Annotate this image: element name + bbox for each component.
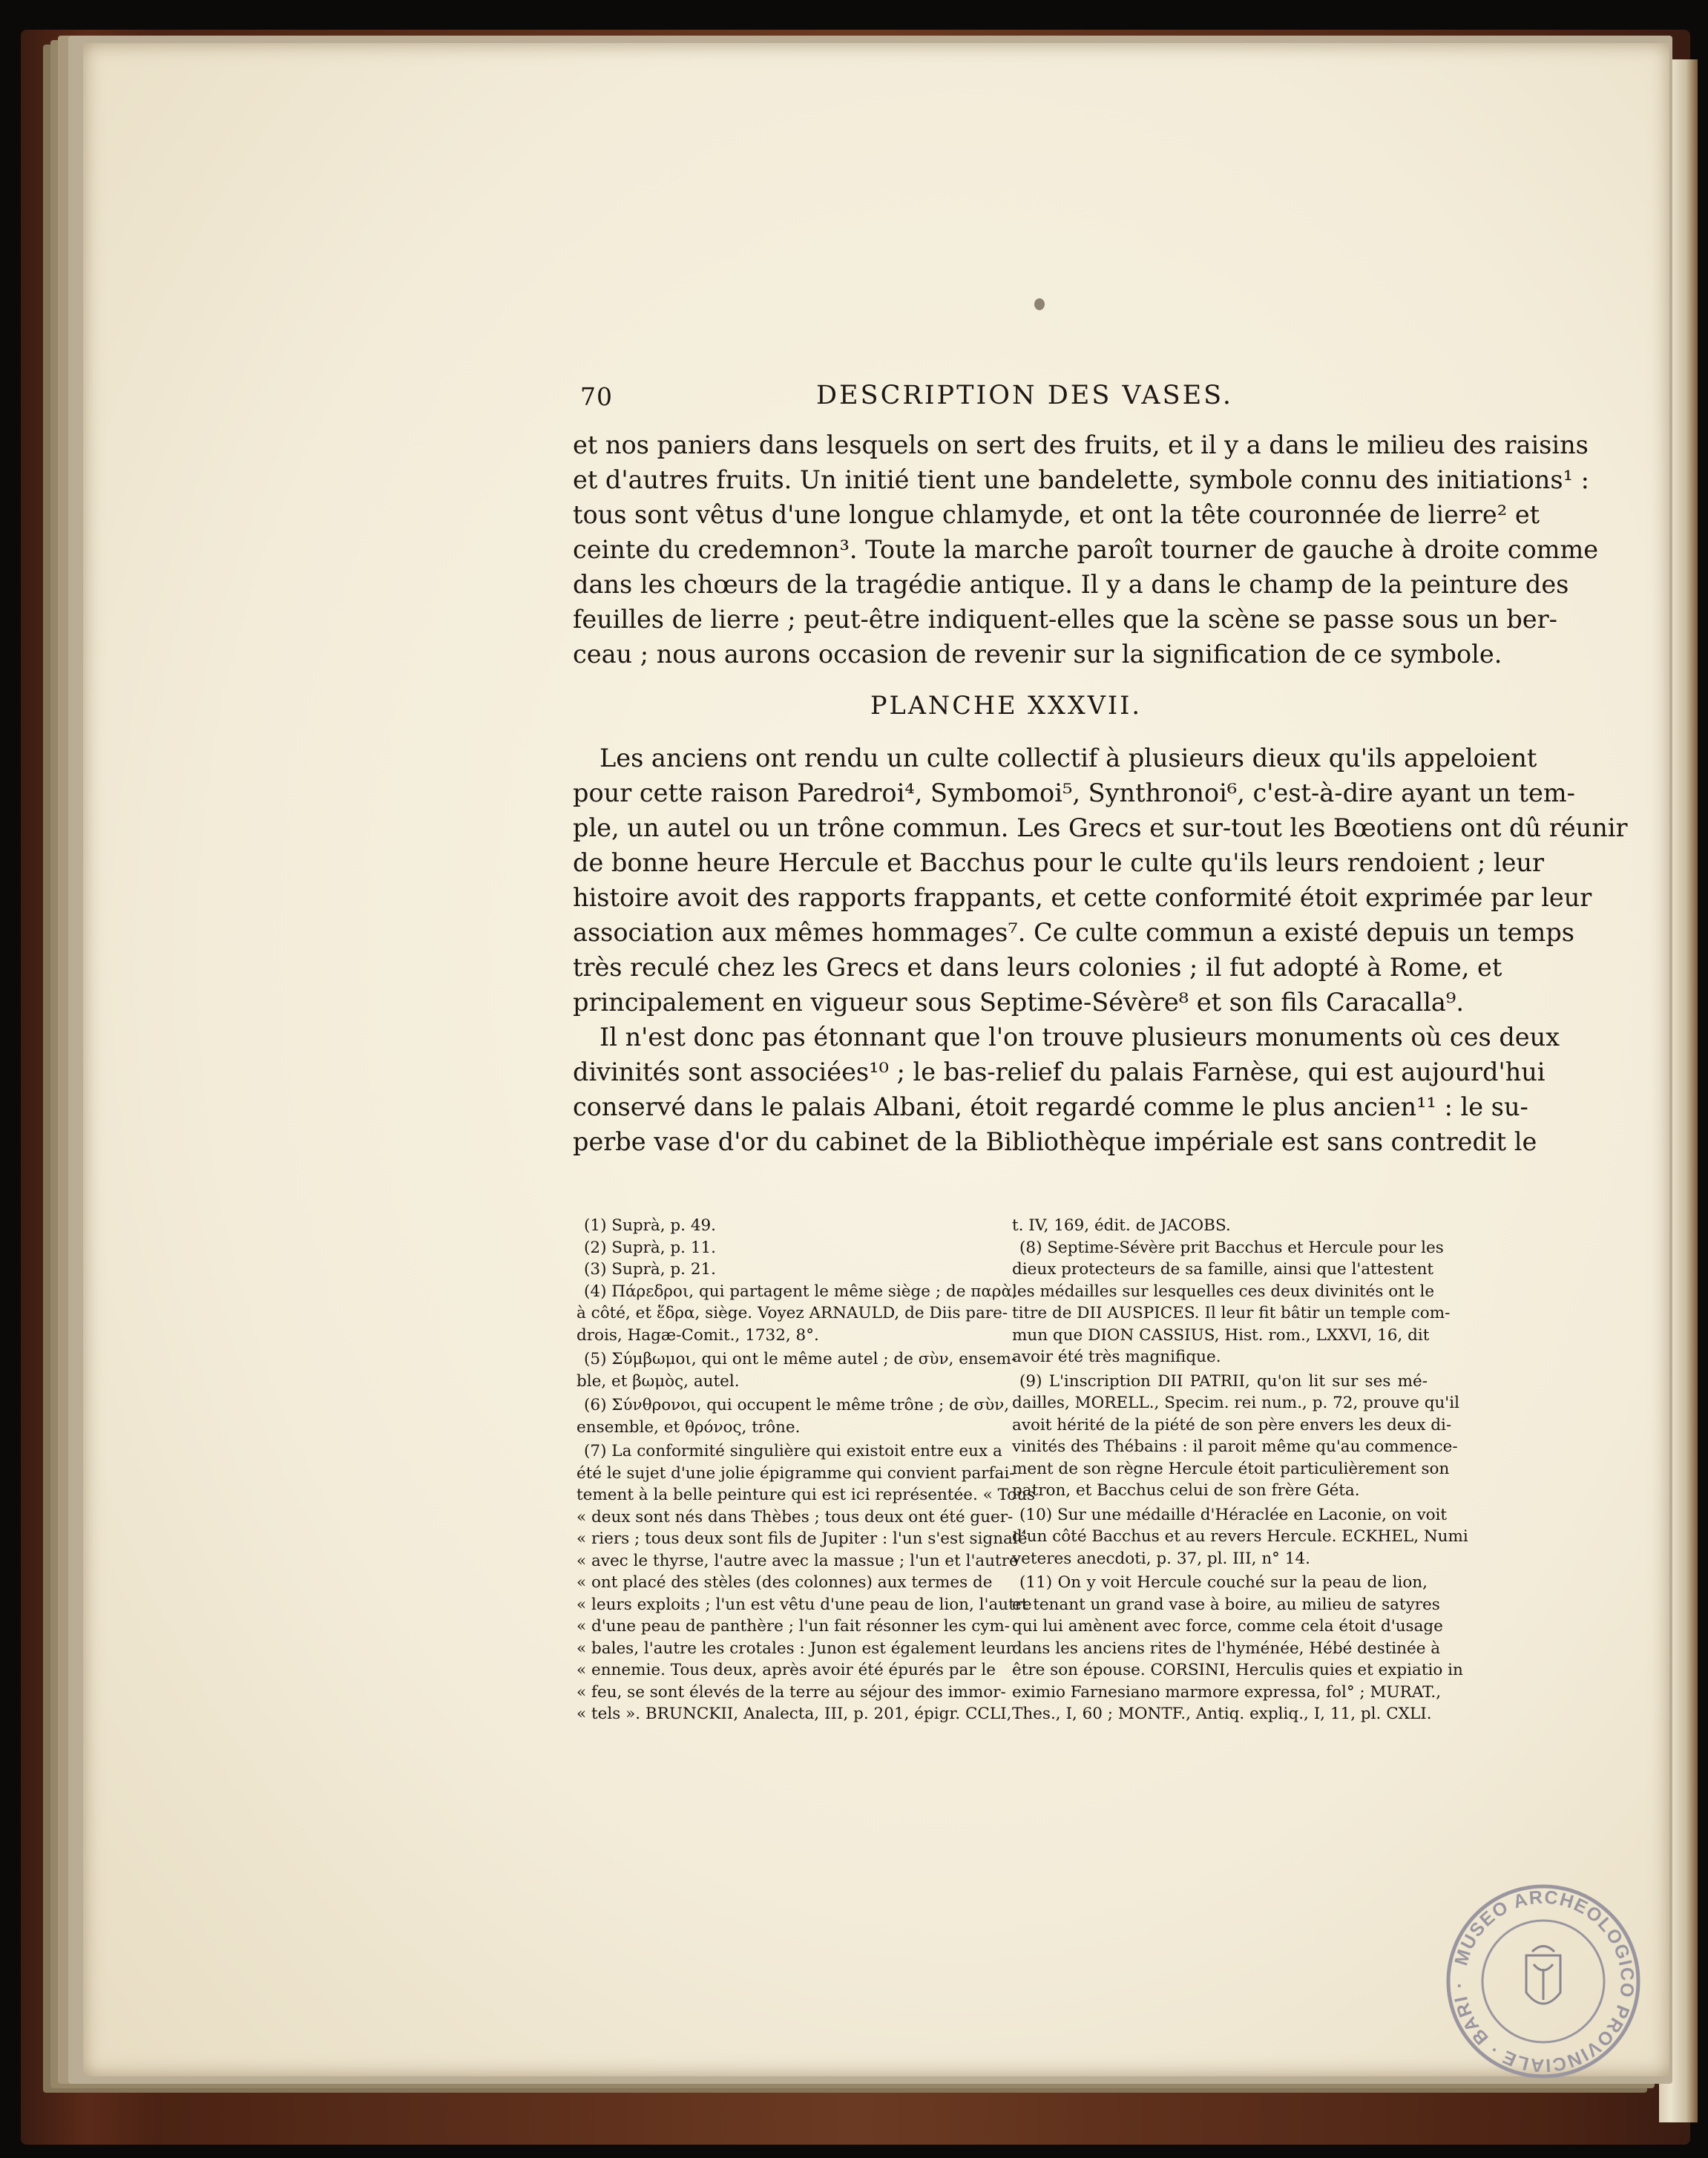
footnote-line: « avec le thyrse, l'autre avec la massue ; l'un et l'autre [577,1551,1019,1570]
footnote-line: avoir été très magnifique. [1012,1348,1221,1366]
text-line: principalement en vigueur sous Septime-Sévère⁸ et son fils Caracalla⁹. [573,988,1464,1017]
text-line: ceinte du credemnon³. Toute la marche paroît tourner de gauche à droite comme [573,535,1599,564]
footnote-line: « tels ». BRUNCKII, Analecta, III, p. 201, épigr. CCLI, [577,1705,1012,1723]
footnote-line: « riers ; tous deux sont fils de Jupiter : l'un s'est signalé [577,1529,1028,1548]
footnote-line: (4) Πάρεδροι, qui partagent le même siège ; de παρὰ, [584,1282,1017,1301]
footnote-line: été le sujet d'une jolie épigramme qui convient parfai- [577,1463,1015,1483]
footnote-line: les médailles sur lesquelles ces deux divinités ont le [1012,1282,1435,1301]
footnote-line: veteres anecdoti, p. 37, pl. III, n° 14. [1012,1549,1310,1568]
text-line: et nos paniers dans lesquels on sert des fruits, et il y a dans le milieu des raisins [573,430,1589,459]
footnotes-left-column [577,1215,1036,1725]
footnote-line: (10) Sur une médaille d'Héraclée en Laconie, on voit [1019,1505,1448,1524]
text-line: Les anciens ont rendu un culte collectif à plusieurs dieux qu'ils appeloient [600,744,1537,773]
footnote-line: dans les anciens rites de l'hyménée, Hébé destinée à [1012,1639,1441,1658]
text-line: conservé dans le palais Albani, étoit regardé comme le plus ancien¹¹ : le su- [573,1092,1528,1121]
footnote-line: patron, et Bacchus celui de son frère Géta. [1012,1481,1360,1500]
footnote-line: qui lui amènent avec force, comme cela étoit d'usage [1012,1617,1443,1636]
page-number: 70 [580,382,613,411]
text-line: histoire avoit des rapports frappants, et cette conformité étoit exprimée par leur [573,883,1592,912]
footnote-line: (11) On y voit Hercule couché sur la peau de lion, [1019,1573,1428,1592]
coat-of-arms-icon [1526,1947,1560,2004]
footnote-line: drois, Hagæ-Comit., 1732, 8°. [577,1325,819,1345]
text-line: dans les chœurs de la tragédie antique. Il y a dans le champ de la peinture des [573,570,1569,599]
footnote-line: (6) Σύνθρονοι, qui occupent le même trône ; de σὺν, [584,1396,1010,1414]
footnote-line: « d'une peau de panthère ; l'un fait résonner les cym- [577,1617,1011,1636]
footnote-line: vinités des Thébains : il paroit même qu'au commence- [1012,1437,1458,1456]
footnote-line: « feu, se sont élevés de la terre au séjour des immor- [577,1682,1006,1702]
text-line: Il n'est donc pas étonnant que l'on trouve plusieurs monuments où ces deux [600,1023,1560,1052]
footnote-line: (3) Suprà, p. 21. [584,1260,717,1279]
footnote-line: (7) La conformité singulière qui existoit entre eux a [584,1442,1002,1460]
footnote-line: tement à la belle peinture qui est ici représentée. « Tous [577,1486,1036,1504]
text-line: feuilles de lierre ; peut-être indiquent-elles que la scène se passe sous un ber- [573,605,1557,634]
footnote-line: ensemble, et θρόνος, trône. [577,1417,801,1437]
footnotes-right-column [1012,1215,1468,1725]
footnote-line: eximio Farnesiano marmore expressa, fol° ; MURAT., [1012,1682,1442,1702]
footnote-line: et tenant un grand vase à boire, au milieu de satyres [1012,1595,1440,1614]
running-head: DESCRIPTION DES VASES. [816,381,1233,410]
footnote-line: mun que DION CASSIUS, Hist. rom., LXXVI, 16, dit [1012,1325,1430,1345]
footnote-line: t. IV, 169, édit. de JACOBS. [1012,1216,1231,1235]
museum-stamp [1443,1881,1643,2082]
footnote-line: titre de DII AUSPICES. Il leur fit bâtir un temple com- [1012,1304,1451,1322]
text-line: association aux mêmes hommages⁷. Ce culte commun a existé depuis un temps [573,918,1574,947]
footnote-line: « ennemie. Tous deux, après avoir été épurés par le [577,1661,996,1679]
footnote-line: ment de son règne Hercule étoit particulièrement son [1012,1459,1450,1478]
footnote-line: (1) Suprà, p. 49. [584,1216,717,1235]
footnote-line: d'un côté Bacchus et au revers Hercule. ECKHEL, Numi [1012,1527,1468,1546]
text-line: tous sont vêtus d'une longue chlamyde, et ont la tête couronnée de lierre² et [573,500,1540,529]
footnote-line: (2) Suprà, p. 11. [584,1238,717,1257]
text-line: très reculé chez les Grecs et dans leurs colonies ; il fut adopté à Rome, et [573,953,1502,982]
text-line: perbe vase d'or du cabinet de la Bibliothèque impériale est sans contredit le [573,1127,1537,1156]
footnote-line: dieux protecteurs de sa famille, ainsi que l'attestent [1012,1260,1434,1279]
ink-spot [1034,298,1045,310]
footnote-line: (9) L'inscription DII PATRII, qu'on lit sur ses mé- [1019,1371,1428,1391]
text-line: pour cette raison Paredroi⁴, Symbomoi⁵, Synthronoi⁶, c'est-à-dire ayant un tem- [573,778,1575,807]
footnote-line: ble, et βωμὸς, autel. [577,1371,740,1391]
section-heading: PLANCHE XXXVII. [870,691,1143,720]
text-line: ple, un autel ou un trône commun. Les Grecs et sur-tout les Bœotiens ont dû réunir [573,813,1628,842]
text-line: ceau ; nous aurons occasion de revenir sur la signification de ce symbole. [573,640,1502,669]
text-line: et d'autres fruits. Un initié tient une bandelette, symbole connu des initiations¹ : [573,465,1589,494]
footnote-line: « deux sont nés dans Thèbes ; tous deux ont été guer- [577,1507,1014,1526]
main-text [573,427,1628,1159]
text-line: divinités sont associées¹⁰ ; le bas-relief du palais Farnèse, qui est aujourd'hui [573,1057,1546,1086]
footnote-line: Thes., I, 60 ; MONTF., Antiq. expliq., I, 11, pl. CXLI. [1012,1705,1432,1723]
text-line: de bonne heure Hercule et Bacchus pour le culte qu'ils leurs rendoient ; leur [573,848,1545,877]
footnote-line: être son épouse. CORSINI, Herculis quies et expiatio in [1012,1661,1463,1679]
footnote-line: (5) Σύμβωμοι, qui ont le même autel ; de σὺν, ensem- [584,1350,1017,1368]
footnote-line: « leurs exploits ; l'un est vêtu d'une peau de lion, l'autre [577,1595,1032,1614]
footnote-line: à côté, et ἕδρα, siège. Voyez ARNAULD, de Diis pare- [577,1304,1008,1322]
footnote-line: « ont placé des stèles (des colonnes) aux termes de [577,1573,993,1592]
footnote-line: « bales, l'autre les crotales : Junon est également leur [577,1639,1014,1658]
footnote-line: avoit hérité de la piété de son père envers les deux di- [1012,1415,1452,1434]
stamp-text: MUSEO ARCHEOLOGICO PROVINCIALE · BARI · [1448,1886,1638,2076]
book-page [83,43,1669,2076]
footnote-line: dailles, MORELL., Specim. rei num., p. 72, prouve qu'il [1012,1394,1459,1412]
footnote-line: (8) Septime-Sévère prit Bacchus et Hercule pour les [1019,1238,1444,1257]
